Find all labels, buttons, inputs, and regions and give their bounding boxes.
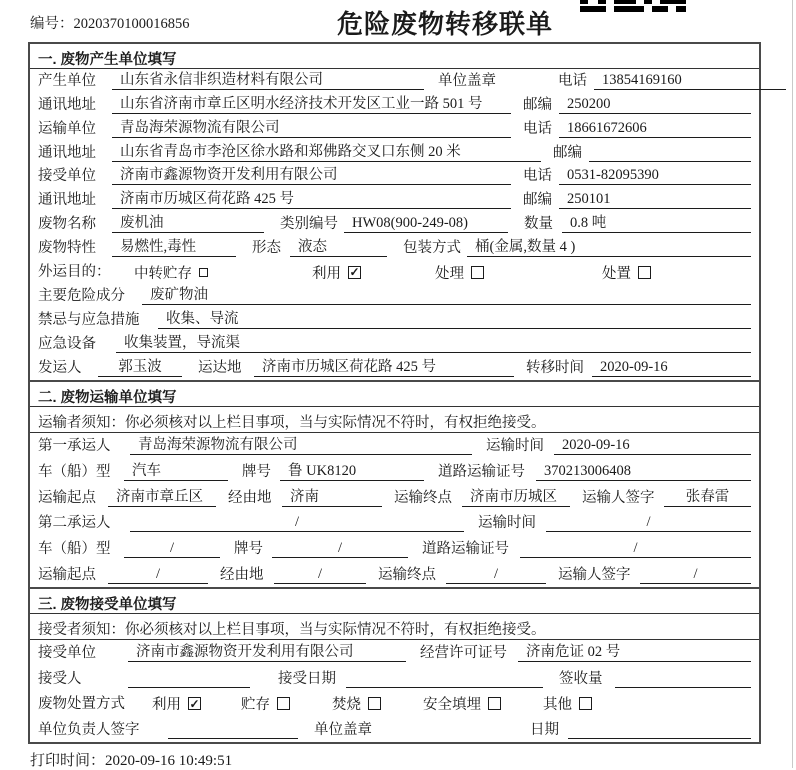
form-row [30, 691, 759, 717]
transporter-notice: 运输者须知：你必须核对以上栏目事项，当与实际情况不符时，有权拒绝接受。 [30, 407, 759, 433]
section-generator-rows [30, 69, 759, 380]
checkbox-field [543, 693, 592, 714]
section-transporter-rows [30, 433, 759, 587]
field-label: 车（船）型 [38, 541, 111, 558]
field-value: 济南市历城区荷花路 425 号 [112, 190, 511, 209]
field-value: 济南市历城区 [462, 488, 570, 507]
receiver-notice: 接受者须知：你必须核对以上栏目事项，当与实际情况不符时，有权拒绝接受。 [30, 614, 759, 640]
field-label: 运达地 [198, 359, 242, 376]
field-value: 郭玉波 [98, 358, 182, 377]
field-value: 济南市鑫源物资开发利用有限公司 [128, 643, 406, 662]
field-label: 经营许可证号 [420, 645, 507, 662]
field-label: 单位盖章 [314, 722, 372, 739]
checkbox-label: 贮存 [241, 697, 270, 714]
field-value: HW08(900-249-08) [344, 214, 508, 233]
field-value: 250200 [559, 95, 751, 114]
print-timestamp [30, 749, 232, 770]
form-row [30, 561, 759, 587]
field-label: 运输起点 [38, 566, 96, 583]
field-value: 青岛海荣源物流有限公司 [112, 119, 511, 138]
field-value: 汽车 [124, 462, 228, 481]
field-value: / [124, 539, 220, 558]
field-label: 运输终点 [378, 566, 436, 583]
field-value: 收集装置，导流渠 [116, 334, 751, 353]
section-receiver-header: 三. 废物接受单位填写 [30, 589, 759, 614]
form-row [30, 356, 759, 380]
form-row [30, 717, 759, 743]
field-value: 鲁 UK8120 [280, 462, 424, 481]
field-value: 2020-09-16 [554, 436, 751, 455]
form-row [30, 117, 759, 141]
field-value: / [546, 513, 751, 532]
field-label: 禁忌与应急措施 [38, 311, 140, 328]
field-label: 单位盖章 [438, 72, 496, 89]
checkbox-label: 处置 [602, 265, 631, 282]
field-label: 接受人 [38, 671, 82, 688]
field-label: 通讯地址 [38, 192, 96, 209]
field-label: 牌号 [242, 463, 271, 480]
form-row [30, 260, 759, 284]
print-time-value: 2020-09-16 10:49:51 [105, 753, 233, 769]
serial-value: 2020370100016856 [73, 16, 190, 32]
form-row [30, 458, 759, 484]
field-label: 运输起点 [38, 489, 96, 506]
field-value: 山东省永信非织造材料有限公司 [112, 71, 424, 90]
field-label: 外运目的： [38, 264, 111, 281]
field-value: 液态 [290, 238, 387, 257]
form-row [30, 640, 759, 666]
field-label: 车（船）型 [38, 463, 111, 480]
form-row [30, 69, 759, 93]
checkbox-label: 安全填埋 [423, 697, 481, 714]
serial-number [30, 12, 190, 33]
field-label: 产生单位 [38, 72, 96, 89]
checkbox-field [602, 262, 651, 283]
field-value: / [272, 539, 408, 558]
form-row [30, 141, 759, 165]
field-label: 运输终点 [394, 489, 452, 506]
field-label: 接受单位 [38, 168, 96, 185]
form-row [30, 165, 759, 189]
field-value: / [108, 565, 208, 584]
field-label: 发运人 [38, 359, 82, 376]
checkbox-checked-icon: ✓ [189, 696, 200, 711]
form-row [30, 212, 759, 236]
field-label: 第一承运人 [38, 438, 111, 455]
form-row [30, 93, 759, 117]
field-label: 废物名称 [38, 216, 96, 233]
form-row [30, 308, 759, 332]
field-value: 济南市章丘区 [108, 488, 216, 507]
field-label: 签收量 [559, 671, 603, 688]
field-label: 包装方式 [403, 240, 461, 257]
checkbox-icon [488, 697, 501, 710]
field-value: 370213006408 [536, 462, 751, 481]
checkbox-field [241, 693, 290, 714]
checkbox-label: 利用 [152, 697, 181, 714]
checkbox-field [134, 262, 208, 283]
print-time-label: 打印时间： [30, 753, 106, 769]
field-label: 类别编号 [280, 216, 338, 233]
field-value: 济南危证 02 号 [518, 643, 751, 662]
field-value: / [130, 513, 464, 532]
field-value: 张春雷 [664, 488, 751, 507]
checkbox-label: 中转贮存 [134, 265, 192, 282]
page-title: 危险废物转移联单 [336, 9, 554, 39]
field-value: 18661672606 [559, 119, 751, 138]
field-label: 运输人签字 [558, 566, 631, 583]
form-row [30, 535, 759, 561]
field-label: 主要危险成分 [38, 287, 125, 304]
field-label: 通讯地址 [38, 144, 96, 161]
checkbox-field [435, 262, 484, 283]
field-value: 青岛海荣源物流有限公司 [130, 436, 472, 455]
checkbox-field [332, 693, 381, 714]
field-value: 济南 [282, 488, 382, 507]
field-value: 收集、导流 [158, 310, 751, 329]
checkbox-checked-icon: ✓ [349, 265, 360, 280]
field-value: / [274, 565, 366, 584]
field-value [168, 738, 298, 739]
checkbox-icon [579, 697, 592, 710]
field-label: 经由地 [228, 489, 272, 506]
field-label: 经由地 [220, 566, 264, 583]
field-label: 应急设备 [38, 335, 96, 352]
field-label: 邮编 [553, 144, 582, 161]
field-label: 接受日期 [278, 671, 336, 688]
checkbox-icon [277, 697, 290, 710]
field-label: 邮编 [523, 96, 552, 113]
field-value [346, 687, 543, 688]
section-receiver-rows [30, 640, 759, 743]
serial-label: 编号： [30, 16, 74, 32]
section-generator-header: 一. 废物产生单位填写 [30, 44, 759, 69]
field-label: 日期 [530, 722, 559, 739]
waste-transfer-form [28, 42, 761, 744]
field-value: 0531-82095390 [559, 166, 751, 185]
field-label: 数量 [524, 216, 553, 233]
field-label: 电话 [523, 120, 552, 137]
field-label: 邮编 [523, 192, 552, 209]
field-value: 13854169160 [594, 71, 786, 90]
field-value: 2020-09-16 [592, 358, 751, 377]
field-label: 电话 [523, 168, 552, 185]
form-row [30, 236, 759, 260]
field-label: 第二承运人 [38, 515, 111, 532]
field-label: 废物处置方式 [38, 695, 125, 712]
field-value: 易燃性,毒性 [112, 238, 236, 257]
checkbox-icon [471, 266, 484, 279]
field-value: 桶(金属,数量 4 ) [467, 238, 751, 257]
field-label: 转移时间 [526, 359, 584, 376]
checkbox-field [152, 693, 201, 714]
form-row [30, 665, 759, 691]
checkbox-label: 焚烧 [332, 697, 361, 714]
field-label: 运输单位 [38, 120, 96, 137]
field-label: 单位负责人签字 [38, 722, 140, 739]
qr-code-fragment-icon [580, 0, 702, 18]
section-transporter-header: 二. 废物运输单位填写 [30, 382, 759, 407]
checkbox-field [423, 693, 501, 714]
form-row [30, 484, 759, 510]
section-receiver [30, 589, 759, 743]
form-row [30, 433, 759, 459]
field-label: 通讯地址 [38, 96, 96, 113]
checkbox-label: 其他 [543, 697, 572, 714]
checkbox-label: 处理 [435, 265, 464, 282]
form-row [30, 188, 759, 212]
field-label: 运输时间 [486, 438, 544, 455]
checkbox-icon [638, 266, 651, 279]
field-label: 道路运输证号 [438, 463, 525, 480]
checkbox-icon [199, 268, 208, 277]
window-right-edge [792, 0, 793, 768]
field-label: 形态 [252, 240, 281, 257]
field-value [128, 687, 250, 688]
field-value [615, 687, 751, 688]
form-row [30, 510, 759, 536]
form-row [30, 284, 759, 308]
field-value: 废矿物油 [142, 286, 751, 305]
field-label: 道路运输证号 [422, 541, 509, 558]
field-value: 山东省济南市章丘区明水经济技术开发区工业一路 501 号 [112, 95, 511, 114]
field-value: 废机油 [112, 214, 264, 233]
field-value: / [520, 539, 751, 558]
checkbox-field [312, 262, 361, 283]
field-value: 250101 [559, 190, 751, 209]
field-label: 接受单位 [38, 645, 96, 662]
field-value: 济南市历城区荷花路 425 号 [254, 358, 514, 377]
field-label: 运输人签字 [582, 489, 655, 506]
field-value: / [446, 565, 546, 584]
field-value: 山东省青岛市李沧区徐水路和郑佛路交叉口东侧 20 米 [112, 143, 541, 162]
field-label: 运输时间 [478, 515, 536, 532]
field-value: 济南市鑫源物资开发利用有限公司 [112, 166, 511, 185]
form-row [30, 332, 759, 356]
section-transporter [30, 382, 759, 589]
field-value [568, 738, 751, 739]
checkbox-label: 利用 [312, 265, 341, 282]
field-label: 电话 [558, 72, 587, 89]
field-label: 牌号 [234, 541, 263, 558]
checkbox-icon [368, 697, 381, 710]
field-value: 0.8 吨 [562, 214, 751, 233]
field-value: / [640, 565, 751, 584]
section-generator [30, 44, 759, 382]
field-label: 废物特性 [38, 240, 96, 257]
field-value [589, 161, 751, 162]
